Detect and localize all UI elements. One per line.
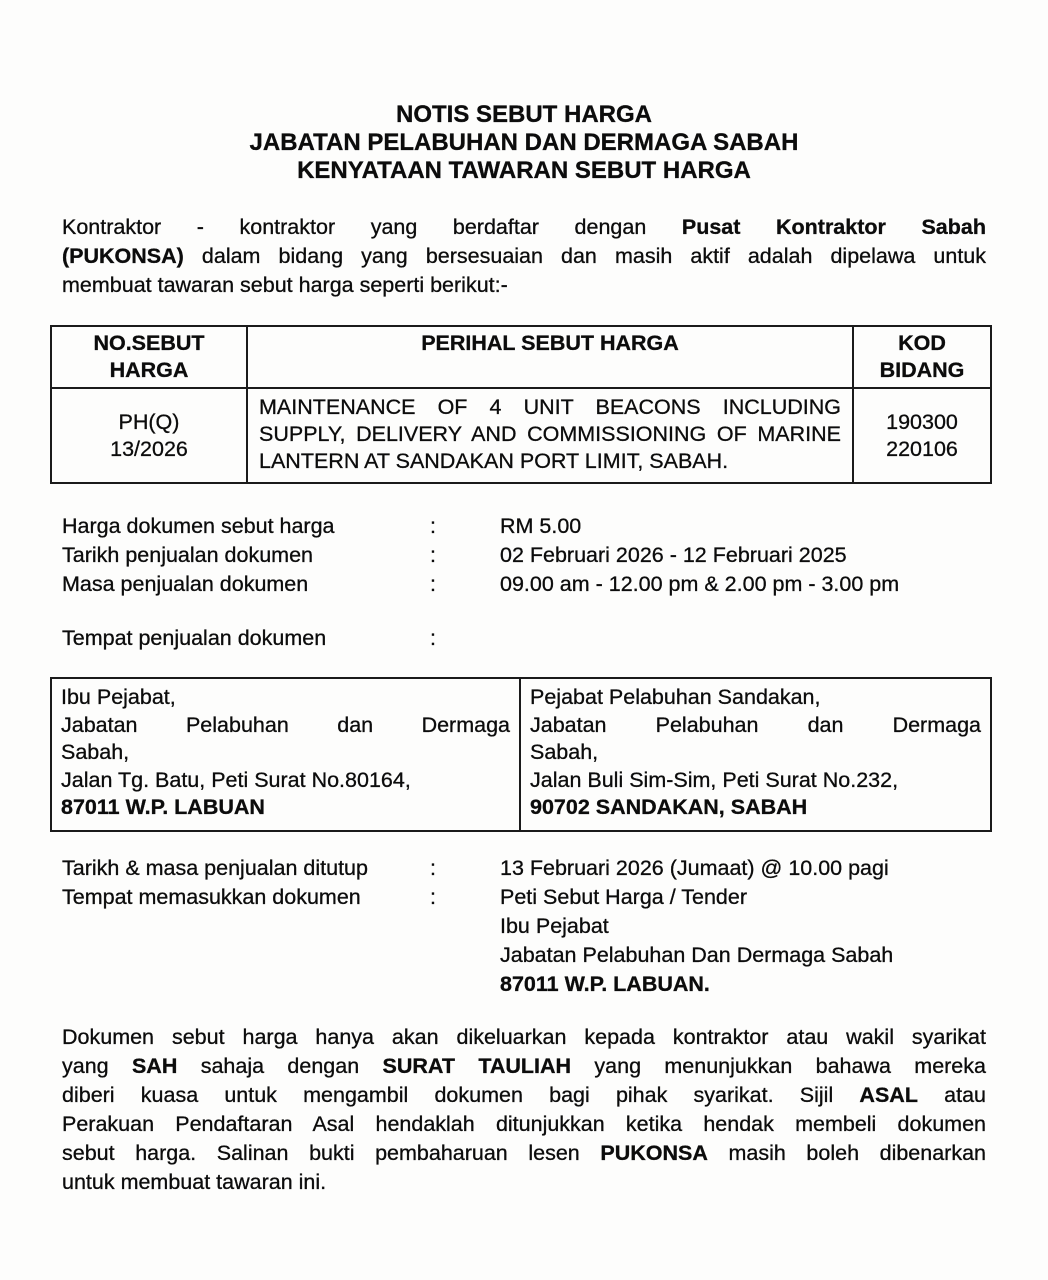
- notice-title: [62, 101, 986, 185]
- submission-extra-row: [62, 912, 986, 941]
- final-text: atau: [917, 1082, 986, 1107]
- final-line-6: untuk membuat tawaran ini.: [62, 1169, 327, 1194]
- detail-label: Tarikh penjualan dokumen: [62, 543, 313, 567]
- final-bold-pukonsa: PUKONSA: [600, 1140, 708, 1165]
- detail-label: Tarikh & masa penjualan ditutup: [62, 855, 368, 880]
- final-line-3: [62, 1081, 986, 1110]
- intro-line-2: [62, 242, 986, 271]
- quotation-table: [50, 325, 992, 484]
- spacer: [62, 970, 430, 999]
- detail-value: RM 5.00: [500, 514, 582, 538]
- final-text: yang: [62, 1053, 132, 1078]
- detail-colon: :: [430, 543, 436, 567]
- detail-value: 09.00 am - 12.00 pm & 2.00 pm - 3.00 pm: [500, 572, 900, 596]
- submission-row-closing-date: [62, 854, 986, 883]
- detail-colon: :: [430, 626, 436, 650]
- intro-bold-pukonsa: (PUKONSA): [62, 244, 184, 268]
- quotation-number-line-1: PH(Q): [118, 409, 180, 434]
- address-line: Jalan Tg. Batu, Peti Surat No.80164,: [61, 767, 411, 792]
- spacer: [62, 941, 430, 970]
- address-line-postcode: 90702 SANDAKAN, SABAH: [530, 795, 808, 819]
- detail-label: Harga dokumen sebut harga: [62, 514, 335, 538]
- address-line: Jabatan Pelabuhan dan Dermaga: [61, 712, 510, 737]
- detail-value: Peti Sebut Harga / Tender: [500, 884, 748, 909]
- header-perihal-sebut-harga: PERIHAL SEBUT HARGA: [247, 326, 853, 388]
- sale-locations-row: [51, 678, 991, 831]
- intro-text: Kontraktor - kontraktor yang berdaftar dengan: [62, 215, 682, 239]
- detail-colon: :: [430, 884, 436, 909]
- sale-locations-table: [50, 677, 992, 832]
- kod-bidang-line-1: 190300: [886, 409, 958, 434]
- address-line: Jabatan Pelabuhan dan Dermaga: [530, 712, 981, 737]
- notice-title-line-1: NOTIS SEBUT HARGA: [395, 101, 652, 128]
- detail-value: 02 Februari 2026 - 12 Februari 2025: [500, 543, 847, 567]
- detail-value: 13 Februari 2026 (Jumaat) @ 10.00 pagi: [500, 855, 889, 880]
- intro-text: dalam bidang yang bersesuaian dan masih aktif adalah dipelawa untuk: [183, 244, 986, 268]
- submission-row-place: [62, 883, 986, 912]
- quotation-number-line-2: 13/2026: [110, 436, 188, 461]
- detail-colon: :: [430, 514, 436, 538]
- detail-colon: :: [430, 572, 436, 596]
- notice-title-line-3: KENYATAAN TAWARAN SEBUT HARGA: [297, 157, 751, 184]
- final-paragraph: [62, 1023, 986, 1197]
- address-line: Sabah,: [61, 740, 130, 764]
- final-line-5: [62, 1139, 986, 1168]
- detail-colon: :: [430, 855, 436, 880]
- venue-block: [62, 624, 986, 653]
- address-line: Pejabat Pelabuhan Sandakan,: [530, 685, 821, 709]
- sale-details: [62, 512, 986, 599]
- intro-paragraph: [62, 213, 986, 300]
- address-line: Sabah,: [530, 740, 599, 764]
- detail-label: Tempat memasukkan dokumen: [62, 884, 361, 909]
- quotation-table-row: [51, 388, 991, 483]
- final-bold-asal: ASAL: [859, 1082, 918, 1107]
- intro-bold-pusat-kontraktor: Pusat Kontraktor Sabah: [681, 215, 986, 239]
- intro-line-1: [62, 213, 986, 242]
- header-no-sebut-harga: NO.SEBUT HARGA: [51, 326, 247, 388]
- final-text: yang menunjukkan bahawa mereka: [571, 1053, 986, 1078]
- final-bold-surat-tauliah: SURAT TAULIAH: [382, 1053, 572, 1078]
- address-line: Jalan Buli Sim-Sim, Peti Surat No.232,: [530, 767, 899, 792]
- header-kod-bidang: KOD BIDANG: [853, 326, 991, 388]
- kod-bidang-line-2: 220106: [886, 436, 958, 461]
- spacer: [430, 970, 500, 999]
- submission-extra-row: [62, 970, 986, 999]
- detail-label: Tempat penjualan dokumen: [62, 626, 327, 650]
- detail-label: Masa penjualan dokumen: [62, 572, 309, 596]
- submission-extra-line: Jabatan Pelabuhan Dan Dermaga Sabah: [500, 942, 894, 967]
- submission-extra-row: [62, 941, 986, 970]
- final-text: sebut harga. Salinan bukti pembaharuan lesen: [62, 1140, 601, 1165]
- intro-line-3: membuat tawaran sebut harga seperti berikut:-: [62, 273, 508, 297]
- final-line-4: Perakuan Pendaftaran Asal hendaklah ditunjukkan ketika hendak membeli dokumen: [62, 1111, 986, 1136]
- detail-value: [500, 624, 986, 653]
- quotation-table-header-row: [51, 326, 991, 388]
- notice-title-line-2: JABATAN PELABUHAN DAN DERMAGA SABAH: [249, 129, 799, 156]
- detail-row-tempat-penjualan: [62, 624, 986, 653]
- final-line-2: [62, 1052, 986, 1081]
- submission-block: [62, 854, 986, 999]
- cell-quotation-number: [51, 388, 247, 483]
- cell-description: MAINTENANCE OF 4 UNIT BEACONS INCLUDING SUPPLY, DELIVERY AND COMMISSIONING OF MARINE LANTERN AT SANDAKAN PORT LIMIT, SABAH.: [247, 388, 853, 483]
- address-line-postcode: 87011 W.P. LABUAN: [61, 795, 265, 819]
- submission-extra-line-postcode: 87011 W.P. LABUAN.: [500, 971, 710, 996]
- address-cell-sandakan: [520, 678, 991, 831]
- detail-row-tarikh: [62, 541, 986, 570]
- final-line-1: Dokumen sebut harga hanya akan dikeluarkan kepada kontraktor atau wakil syarikat: [62, 1024, 986, 1049]
- spacer: [62, 912, 430, 941]
- spacer: [430, 941, 500, 970]
- submission-extra-line: Ibu Pejabat: [500, 913, 609, 938]
- detail-row-masa: [62, 570, 986, 599]
- final-text: masih boleh dibenarkan: [707, 1140, 987, 1165]
- cell-kod-bidang: [853, 388, 991, 483]
- detail-row-harga: [62, 512, 986, 541]
- final-text: sahaja dengan: [177, 1053, 383, 1078]
- spacer: [430, 912, 500, 941]
- address-line: Ibu Pejabat,: [61, 685, 176, 709]
- final-bold-sah: SAH: [131, 1053, 178, 1078]
- address-cell-labuan: [51, 678, 520, 831]
- final-text: diberi kuasa untuk mengambil dokumen bagi pihak syarikat. Sijil: [62, 1082, 860, 1107]
